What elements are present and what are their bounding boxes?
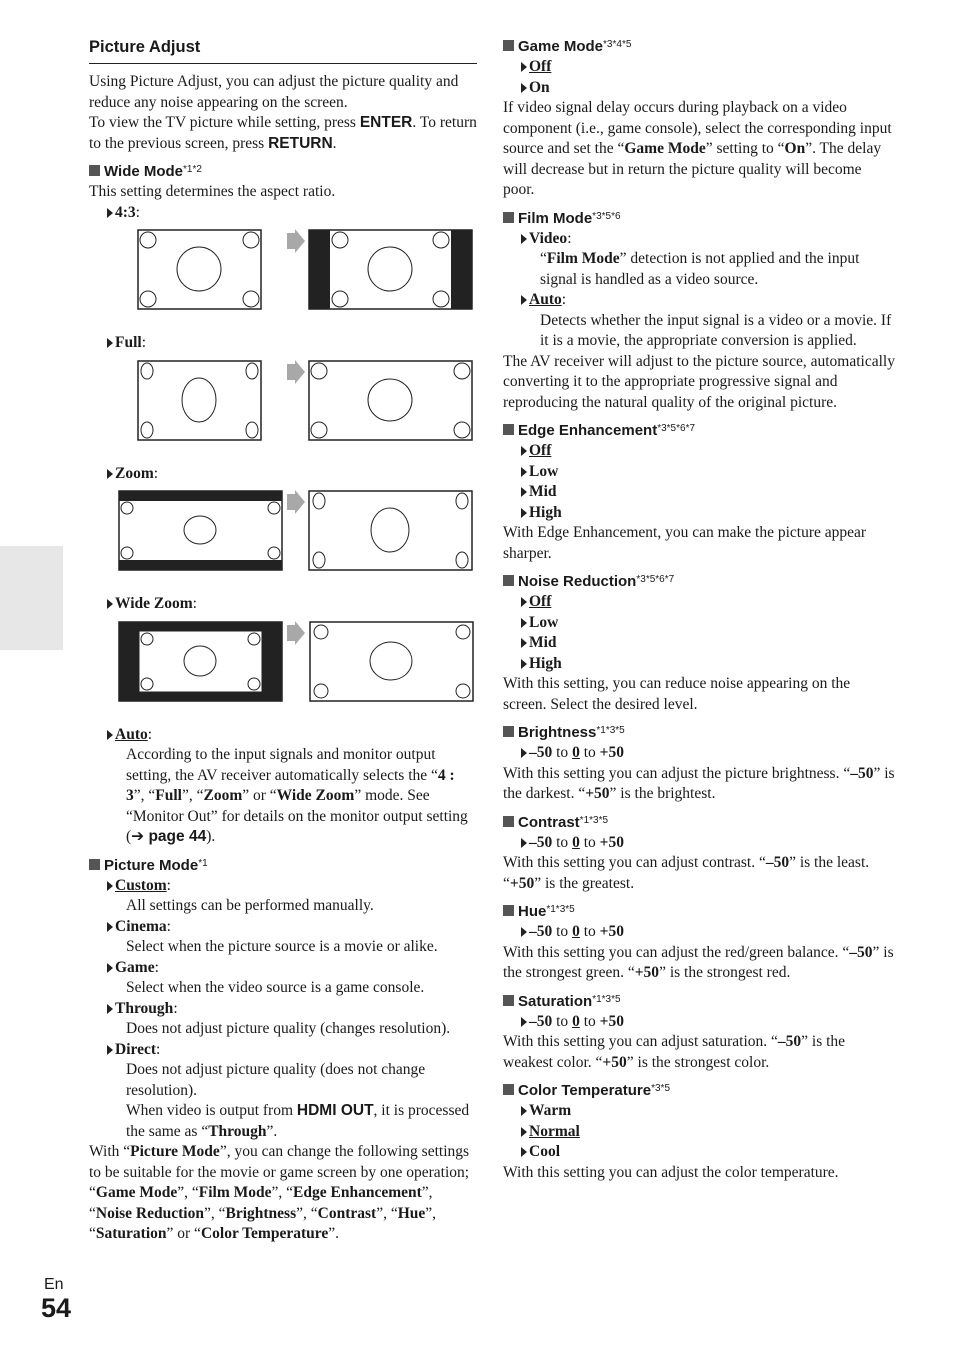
language-label: En [44, 1276, 64, 1293]
picture-mode-heading: Picture Mode$^{*1}$ [89, 856, 477, 876]
option-off: Off [503, 57, 895, 78]
game-desc: Select when the video source is a game console. [126, 979, 425, 996]
color-temperature-desc: With this setting you can adjust the color temperature. [503, 1163, 839, 1181]
square-bullet-icon [89, 859, 100, 870]
section-side-tab [0, 546, 63, 650]
option-through: Through: [89, 999, 477, 1020]
source-screen-icon [118, 621, 284, 703]
option-custom: Custom: [89, 876, 477, 897]
option-warm: Warm [503, 1101, 895, 1122]
option-cinema: Cinema: [89, 917, 477, 938]
square-bullet-icon [503, 212, 514, 223]
wide-mode-desc: This setting determines the aspect ratio. [89, 183, 336, 200]
option-full: Full: [89, 333, 477, 354]
arrow-right-icon [287, 621, 305, 645]
option-normal: Normal [503, 1122, 895, 1143]
hue-desc: With this setting you can adjust the red/green balance. “–50” is the strongest green. “+50” is the strongest red. [503, 943, 894, 981]
square-bullet-icon [503, 1084, 514, 1095]
square-bullet-icon [503, 575, 514, 586]
option-cool: Cool [503, 1142, 895, 1163]
hdmi-out-label: HDMI OUT [296, 1102, 374, 1119]
saturation-desc: With this setting you can adjust saturation. “–50” is the weakest color. “+50” is the strongest color. [503, 1033, 846, 1071]
option-auto: Auto: [503, 290, 895, 311]
game-mode-heading: Game Mode$^{*3*4*5}$ [503, 37, 895, 57]
picture-mode-outro: With “Picture Mode”, you can change the following settings to be suitable for the movie or game screen by one operation; “Game Mode”, “Film Mode”, “Edge Enhancement”, “Noise Reduction”, “Brightness”, “Contrast”, “Hue”, “Saturation” or “Color Temperature”. [89, 1143, 470, 1242]
option-off: Off [503, 441, 895, 462]
page-reference-link[interactable]: page 44 [148, 828, 207, 845]
option-zoom: Zoom: [89, 464, 477, 485]
option-wide-zoom: Wide Zoom: [89, 594, 477, 615]
hue-heading: Hue$^{*1*3*5}$ [503, 902, 895, 922]
output-screen-icon [309, 621, 475, 703]
square-bullet-icon [503, 816, 514, 827]
page-ref-arrow-icon: ➔ [131, 828, 149, 845]
square-bullet-icon [503, 726, 514, 737]
option-low: Low [503, 613, 895, 634]
source-screen-icon [137, 360, 263, 442]
arrow-right-icon [287, 229, 305, 253]
page-number: 54 [41, 1293, 72, 1323]
diagram-full [89, 360, 477, 460]
option-off: Off [503, 592, 895, 613]
option-auto: Auto: [89, 725, 477, 746]
noise-desc: With this setting, you can reduce noise appearing on the screen. Select the desired level. [503, 675, 851, 713]
option-game: Game: [89, 958, 477, 979]
custom-desc: All settings can be performed manually. [126, 897, 374, 914]
game-mode-desc: If video signal delay occurs during playback on a video component (i.e., game console), select the corresponding input source and set the “Game Mode” setting to “On”. The delay will decrease but in return the picture quality will become poor. [503, 99, 892, 198]
source-screen-icon [118, 490, 284, 572]
noise-reduction-heading: Noise Reduction$^{*3*5*6*7}$ [503, 572, 895, 592]
through-desc: Does not adjust picture quality (changes resolution). [126, 1020, 451, 1037]
diagram-wide-zoom [89, 621, 477, 721]
option-high: High [503, 503, 895, 524]
edge-enhancement-heading: Edge Enhancement$^{*3*5*6*7}$ [503, 421, 895, 441]
direct-desc: Does not adjust picture quality (does not change resolution). When video is output from HDMI OUT, it is processed the same as “Through”. [126, 1061, 470, 1140]
option-video: Video: [503, 229, 895, 250]
option-high: High [503, 654, 895, 675]
edge-desc: With Edge Enhancement, you can make the picture appear sharper. [503, 524, 867, 562]
square-bullet-icon [503, 995, 514, 1006]
square-bullet-icon [503, 424, 514, 435]
return-key-label: RETURN [268, 134, 333, 152]
square-bullet-icon [503, 905, 514, 916]
diagram-zoom [89, 490, 477, 590]
diagram-4-3 [89, 229, 477, 329]
arrow-right-icon [287, 360, 305, 384]
output-screen-icon [308, 229, 474, 311]
contrast-heading: Contrast$^{*1*3*5}$ [503, 813, 895, 833]
film-auto-desc: Detects whether the input signal is a video or a movie. If it is a movie, the appropriate conversion is applied. [540, 311, 892, 349]
square-bullet-icon [503, 40, 514, 51]
cinema-desc: Select when the picture source is a movie or alike. [126, 938, 438, 955]
section-title: Picture Adjust [89, 36, 477, 64]
output-screen-icon [308, 490, 474, 572]
brightness-heading: Brightness$^{*1*3*5}$ [503, 723, 895, 743]
left-column [89, 36, 477, 1245]
film-mode-heading: Film Mode$^{*3*5*6}$ [503, 209, 895, 229]
wide-mode-heading: Wide Mode$^{*1*2}$ [89, 162, 477, 182]
option-mid: Mid [503, 633, 895, 654]
square-bullet-icon [89, 165, 100, 176]
enter-key-label: ENTER [359, 114, 413, 131]
intro-paragraph: Using Picture Adjust, you can adjust the picture quality and reduce any noise appearing on the screen. To view the TV picture while setting, press ENTER. To return to the previous screen, press RETURN. [89, 73, 477, 152]
auto-desc: According to the input signals and monitor output setting, the AV receiver automatically selects the “4 : 3”, “Full”, “Zoom” or “Wide Zoom” mode. See “Monitor Out” for details on the monitor output setting (➔ page 44). [126, 746, 468, 845]
range-option: –50 to 0 to +50 [503, 743, 895, 764]
range-option: –50 to 0 to +50 [503, 833, 895, 854]
saturation-heading: Saturation$^{*1*3*5}$ [503, 992, 895, 1012]
arrow-right-icon [287, 490, 305, 514]
color-temperature-heading: Color Temperature$^{*3*5}$ [503, 1081, 895, 1101]
option-low: Low [503, 462, 895, 483]
source-screen-icon [137, 229, 263, 311]
contrast-desc: With this setting you can adjust contrast. “–50” is the least. “+50” is the greatest. [503, 854, 870, 892]
option-on: On [503, 78, 895, 99]
right-column [503, 36, 895, 1183]
range-option: –50 to 0 to +50 [503, 922, 895, 943]
option-direct: Direct: [89, 1040, 477, 1061]
film-mode-outro: The AV receiver will adjust to the picture source, automatically converting it to the appropriate progressive signal and reproducing the natural quality of the original picture. [503, 352, 895, 411]
option-4-3: 4:3: [89, 203, 477, 224]
range-option: –50 to 0 to +50 [503, 1012, 895, 1033]
option-mid: Mid [503, 482, 895, 503]
video-desc: “Film Mode” detection is not applied and the input signal is handled as a video source. [540, 250, 860, 288]
output-screen-icon [308, 360, 474, 442]
brightness-desc: With this setting you can adjust the picture brightness. “–50” is the darkest. “+50” is the brightest. [503, 764, 895, 802]
